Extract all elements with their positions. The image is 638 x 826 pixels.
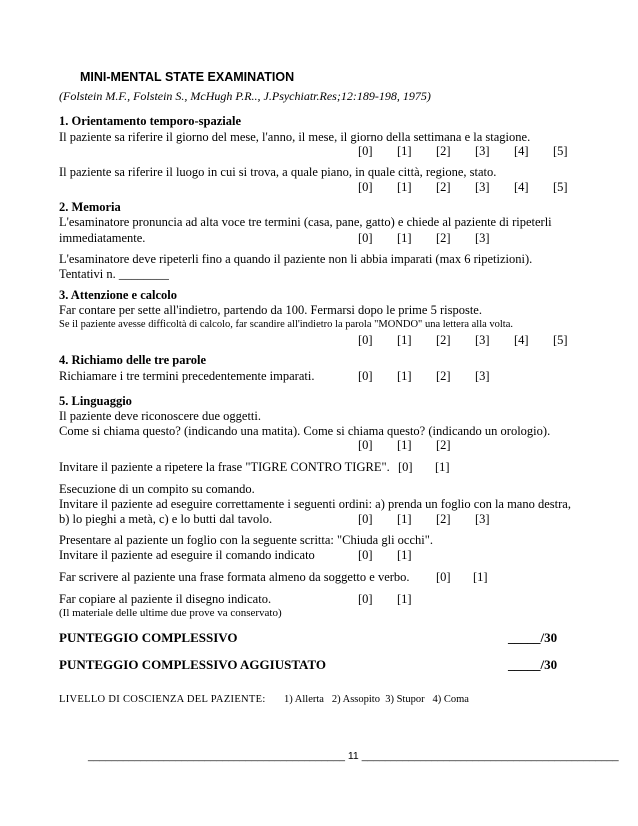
option-1: [1] (397, 512, 412, 526)
option-2: [2] (436, 438, 451, 452)
section-4-options (358, 369, 498, 385)
page-title: MINI-MENTAL STATE EXAMINATION (80, 70, 295, 84)
section-5-text-3: Invitare il paziente a ripetere la frase "TIGRE CONTRO TIGRE". (59, 460, 390, 474)
option-0: [0] (358, 180, 373, 194)
option-0: [0] (358, 369, 373, 383)
option-4: [4] (514, 180, 529, 194)
section-5-text-7: Presentare al paziente un foglio con la seguente scritta: "Chiuda gli occhi". (59, 533, 433, 547)
option-0: [0] (358, 592, 373, 606)
footer-rule-left: ____________________________________________ (88, 750, 345, 762)
option-0: [0] (358, 548, 373, 562)
total-score-field: _____/30 (508, 630, 558, 645)
option-0: [0] (358, 144, 373, 158)
section-5-options-6 (358, 592, 418, 608)
option-3: [3] (475, 180, 490, 194)
section-1-heading: 1. Orientamento temporo-spaziale (59, 114, 242, 128)
option-2: [2] (436, 144, 451, 158)
option-1: [1] (397, 438, 412, 452)
option-3: [3] (475, 512, 490, 526)
section-3-text-2: Se il paziente avesse difficoltà di calcolo, far scandire all'indietro la parola "MONDO" una lettera alla volta. (59, 319, 514, 330)
option-5: [5] (553, 144, 568, 158)
option-1: [1] (397, 231, 412, 245)
option-5: [5] (553, 333, 568, 347)
option-1: [1] (397, 369, 412, 383)
option-3: [3] (475, 231, 490, 245)
section-2-text-3: L'esaminatore deve ripeterli fino a quando il paziente non li abbia imparati (max 6 ripetizioni). (59, 252, 533, 266)
section-5-text-4: Esecuzione di un compito su comando. (59, 482, 255, 496)
section-4-text-1: Richiamare i tre termini precedentemente imparati. (59, 369, 315, 383)
option-1: [1] (435, 460, 450, 474)
section-3-options (358, 333, 568, 349)
option-1: [1] (397, 144, 412, 158)
option-2: [2] (436, 512, 451, 526)
section-5-options-2 (398, 460, 458, 476)
option-0: [0] (398, 460, 413, 474)
footer (88, 750, 619, 762)
option-4: [4] (514, 333, 529, 347)
section-5-text-1: Il paziente deve riconoscere due oggetti. (59, 409, 261, 423)
consciousness-levels: 1) Allerta 2) Assopito 3) Stupor 4) Coma (284, 694, 469, 705)
option-2: [2] (436, 180, 451, 194)
section-5-heading: 5. Linguaggio (59, 394, 132, 408)
section-5-text-9: Far scrivere al paziente una frase formata almeno da soggetto e verbo. (59, 570, 410, 584)
section-5-text-8: Invitare il paziente ad eseguire il comando indicato (59, 548, 315, 562)
option-3: [3] (475, 144, 490, 158)
section-5-options-4 (358, 548, 418, 564)
page-number: 11 (347, 750, 359, 762)
section-2-text-1: L'esaminatore pronuncia ad alta voce tre termini (casa, pane, gatto) e chiede al paziente di ripeterli (59, 215, 552, 229)
adjusted-score-field: _____/30 (508, 657, 558, 672)
option-1: [1] (397, 548, 412, 562)
section-5-text-6: b) lo pieghi a metà, c) e lo butti dal tavolo. (59, 512, 273, 526)
option-2: [2] (436, 369, 451, 383)
option-2: [2] (436, 333, 451, 347)
section-5-text-5: Invitare il paziente ad eseguire correttamente i seguenti ordini: a) prenda un foglio con la mano destra, (59, 497, 571, 511)
section-1-options-1 (358, 144, 568, 160)
section-5-options-3 (358, 512, 498, 528)
section-2-heading: 2. Memoria (59, 200, 121, 214)
consciousness-label: LIVELLO DI COSCIENZA DEL PAZIENTE: (59, 694, 266, 705)
section-2-options (358, 231, 498, 247)
option-1: [1] (473, 570, 488, 584)
option-0: [0] (358, 512, 373, 526)
option-1: [1] (397, 333, 412, 347)
option-3: [3] (475, 333, 490, 347)
citation: (Folstein M.F., Folstein S., McHugh P.R.., J.Psychiatr.Res;12:189-198, 1975) (59, 89, 431, 103)
section-5-note: (Il materiale delle ultime due prove va conservato) (59, 607, 282, 619)
option-3: [3] (475, 369, 490, 383)
adjusted-score-label: PUNTEGGIO COMPLESSIVO AGGIUSTATO (59, 657, 327, 672)
section-4-heading: 4. Richiamo delle tre parole (59, 353, 207, 367)
section-3-text-1: Far contare per sette all'indietro, partendo da 100. Fermarsi dopo le prime 5 risposte. (59, 303, 482, 317)
section-3-heading: 3. Attenzione e calcolo (59, 288, 178, 302)
attempts-field: Tentativi n. ________ (59, 267, 169, 281)
option-0: [0] (436, 570, 451, 584)
section-5-options-1 (358, 438, 468, 454)
footer-rule-right: ____________________________________________ (361, 750, 619, 762)
section-5-text-10: Far copiare al paziente il disegno indicato. (59, 592, 272, 606)
section-2-text-2: immediatamente. (59, 231, 146, 245)
option-1: [1] (397, 180, 412, 194)
section-5-options-5 (436, 570, 496, 586)
option-0: [0] (358, 231, 373, 245)
section-1-text-2: Il paziente sa riferire il luogo in cui si trova, a quale piano, in quale città, regione, stato. (59, 165, 497, 179)
section-1-options-2 (358, 180, 568, 196)
section-1-text-1: Il paziente sa riferire il giorno del mese, l'anno, il mese, il giorno della settimana e la stagione. (59, 130, 531, 144)
option-0: [0] (358, 333, 373, 347)
option-1: [1] (397, 592, 412, 606)
section-5-text-2: Come si chiama questo? (indicando una matita). Come si chiama questo? (indicando un orologio). (59, 424, 551, 438)
option-2: [2] (436, 231, 451, 245)
option-0: [0] (358, 438, 373, 452)
total-score-label: PUNTEGGIO COMPLESSIVO (59, 630, 238, 645)
option-5: [5] (553, 180, 568, 194)
option-4: [4] (514, 144, 529, 158)
